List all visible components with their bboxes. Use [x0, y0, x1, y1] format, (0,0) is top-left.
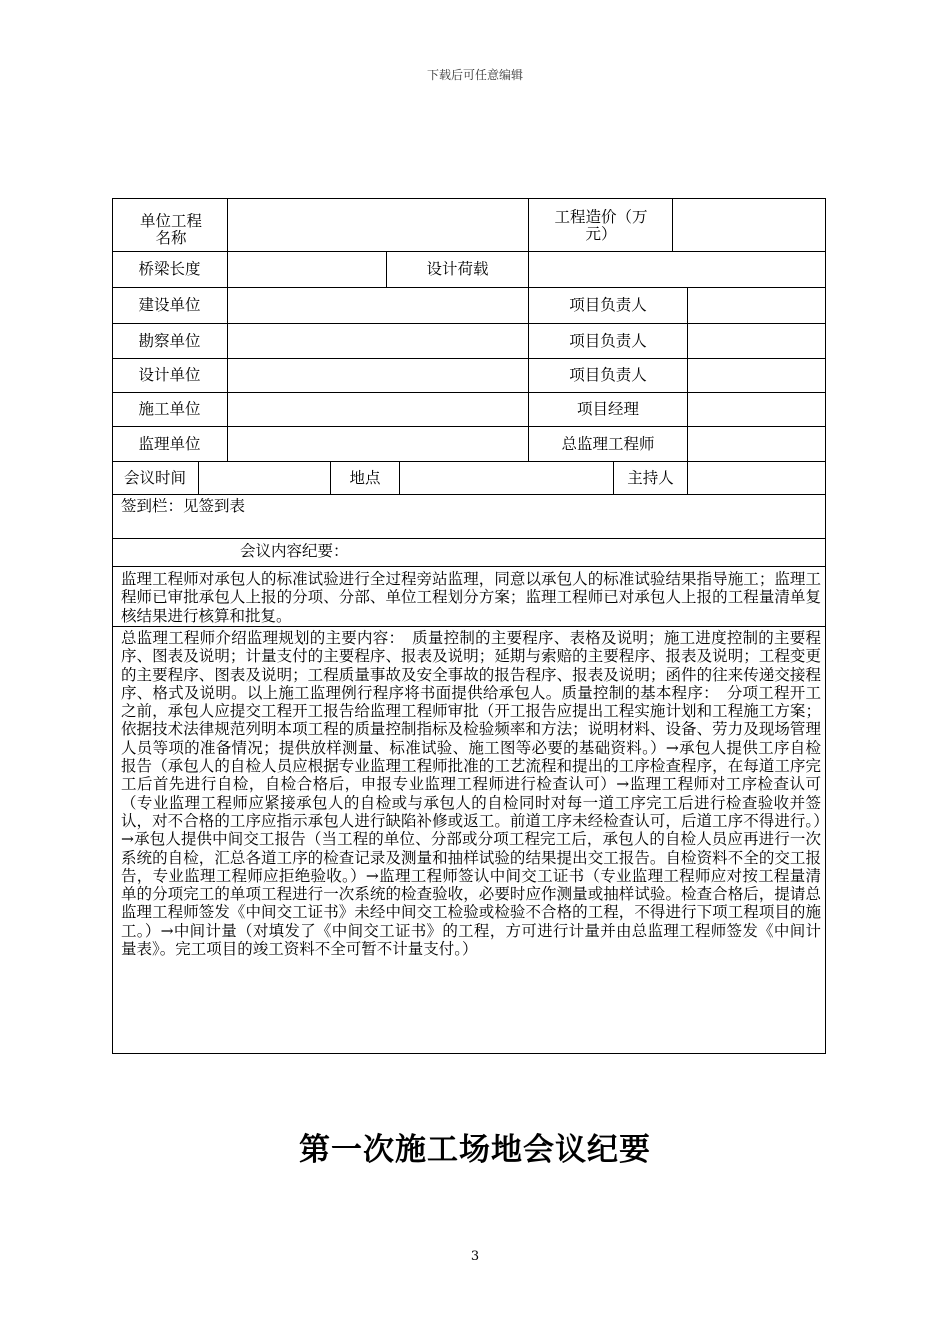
- document-title: 第一次施工场地会议纪要: [299, 1132, 651, 1168]
- unit-project-name-field[interactable]: [228, 199, 528, 251]
- project-manager-label: 项目经理: [576, 400, 639, 418]
- row-divider: [112, 566, 826, 567]
- header-note: 下载后可任意编辑: [426, 68, 523, 82]
- supervision-unit-label: 监理单位: [138, 434, 201, 453]
- design-load-field[interactable]: [529, 252, 825, 287]
- chief-supervisor-label: 总监理工程师: [561, 434, 655, 453]
- location-label: 地点: [349, 468, 381, 487]
- col-divider: [528, 198, 529, 251]
- meeting-content-paragraph-2: 总监理工程师介绍监理规划的主要内容： 质量控制的主要程序、表格及说明；施工进度控制的主要程序、图表及说明；计量支付的主要程序、报表及说明；延期与索赔的主要程序、报表及说明；工程变更的主要程序、图表及说明；工程质量事故及安全事故的报告程序、报表及说明；函件的往来传递交接程序、格式及说明。以上施工监理例行程序将书面提供给承包人。质量控制的基本程序： 分项工程开工之前，承包人应提交工程开工报告给监理工程师审批（开工报告应提出工程实施计划和工程施工方案；依据技术法律规范列明本项工程的质量控制指标及检验频率和方法；说明材料、设备、劳力及现场管理人员等项的准备情况；提供放样测量、标准试验、施工图等必要的基础资料。）→承包人提供工序自检报告（承包人的自检人员应根据专业监理工程师批准的工艺流程和提出的工序检查程序，在每道工序完工后首先进行自检，自检合格后，申报专业监理工程师进行检查认可）→监理工程师对工序检查认可（专业监理工程师应紧接承包人的自检或与承包人的自检同时对每一道工序完工后进行检查验收并签认，对不合格的工序应指示承包人进行缺陷补修或返工。前道工序未经检查认可，后道工序不得进行。）→承包人提供中间交工报告（当工程的单位、分部或分项工程完工后，承包人的自检人员应再进行一次系统的自检，汇总各道工序的检查记录及测量和抽样试验的结果提出交工报告。自检资料不全的交工报告，专业监理工程师应拒绝验收。）→监理工程师签认中间交工证书（专业监理工程师应对按工程量清单的分项完工的单项工程进行一次系统的检查验收，必要时应作测量或抽样试验。检查合格后，提请总监理工程师签发《中间交工证书》未经中间交工检验或检验不合格的工程，不得进行下项工程项目的施工。）→中间计量（对填发了《中间交工证书》的工程，方可进行计量并由总监理工程师签发《中间计量表》。完工项目的竣工资料不全可暂不计量支付。）: [121, 629, 821, 959]
- bridge-length-field[interactable]: [228, 252, 386, 287]
- meeting-time-label: 会议时间: [123, 468, 186, 487]
- survey-unit-label: 勘察单位: [138, 331, 201, 350]
- design-unit-label: 设计单位: [138, 366, 201, 384]
- signin-text: 签到栏：见签到表: [121, 497, 246, 515]
- contractor-unit-label: 施工单位: [138, 400, 201, 418]
- project-cost-field[interactable]: [673, 199, 825, 251]
- design-load-label: 设计荷载: [426, 260, 489, 278]
- design-unit-head-label: 项目负责人: [569, 366, 647, 384]
- project-manager-field[interactable]: [688, 393, 825, 426]
- construction-unit-label: 建设单位: [138, 296, 201, 314]
- bridge-length-label: 桥梁长度: [138, 260, 201, 278]
- survey-unit-field[interactable]: [228, 324, 528, 358]
- design-unit-head-field[interactable]: [688, 359, 825, 392]
- survey-unit-head-label: 项目负责人: [569, 331, 647, 350]
- supervision-unit-field[interactable]: [228, 427, 528, 461]
- survey-unit-head-field[interactable]: [688, 324, 825, 358]
- host-label: 主持人: [627, 468, 674, 487]
- construction-unit-head-field[interactable]: [688, 288, 825, 323]
- construction-unit-field[interactable]: [228, 288, 528, 323]
- chief-supervisor-field[interactable]: [688, 427, 825, 461]
- unit-project-name-label: 单位工程名称: [139, 212, 202, 247]
- row-divider: [112, 626, 826, 627]
- meeting-time-field[interactable]: [199, 462, 330, 494]
- contractor-unit-field[interactable]: [228, 393, 528, 426]
- meeting-content-paragraph-1: 监理工程师对承包人的标准试验进行全过程旁站监理，同意以承包人的标准试验结果指导施工；监理工程师已审批承包人上报的分项、分部、单位工程划分方案；监理工程师已对承包人上报的工程量清单复核结果进行核算和批复。: [121, 570, 821, 625]
- location-field[interactable]: [400, 462, 613, 494]
- host-field[interactable]: [688, 462, 825, 494]
- row-divider: [112, 538, 826, 539]
- construction-unit-head-label: 项目负责人: [569, 296, 647, 314]
- row-divider: [112, 494, 826, 495]
- project-cost-label: 工程造价（万元）: [554, 208, 648, 243]
- page-number: 3: [470, 1249, 480, 1264]
- design-unit-field[interactable]: [228, 359, 528, 392]
- content-heading: 会议内容纪要：: [240, 542, 349, 560]
